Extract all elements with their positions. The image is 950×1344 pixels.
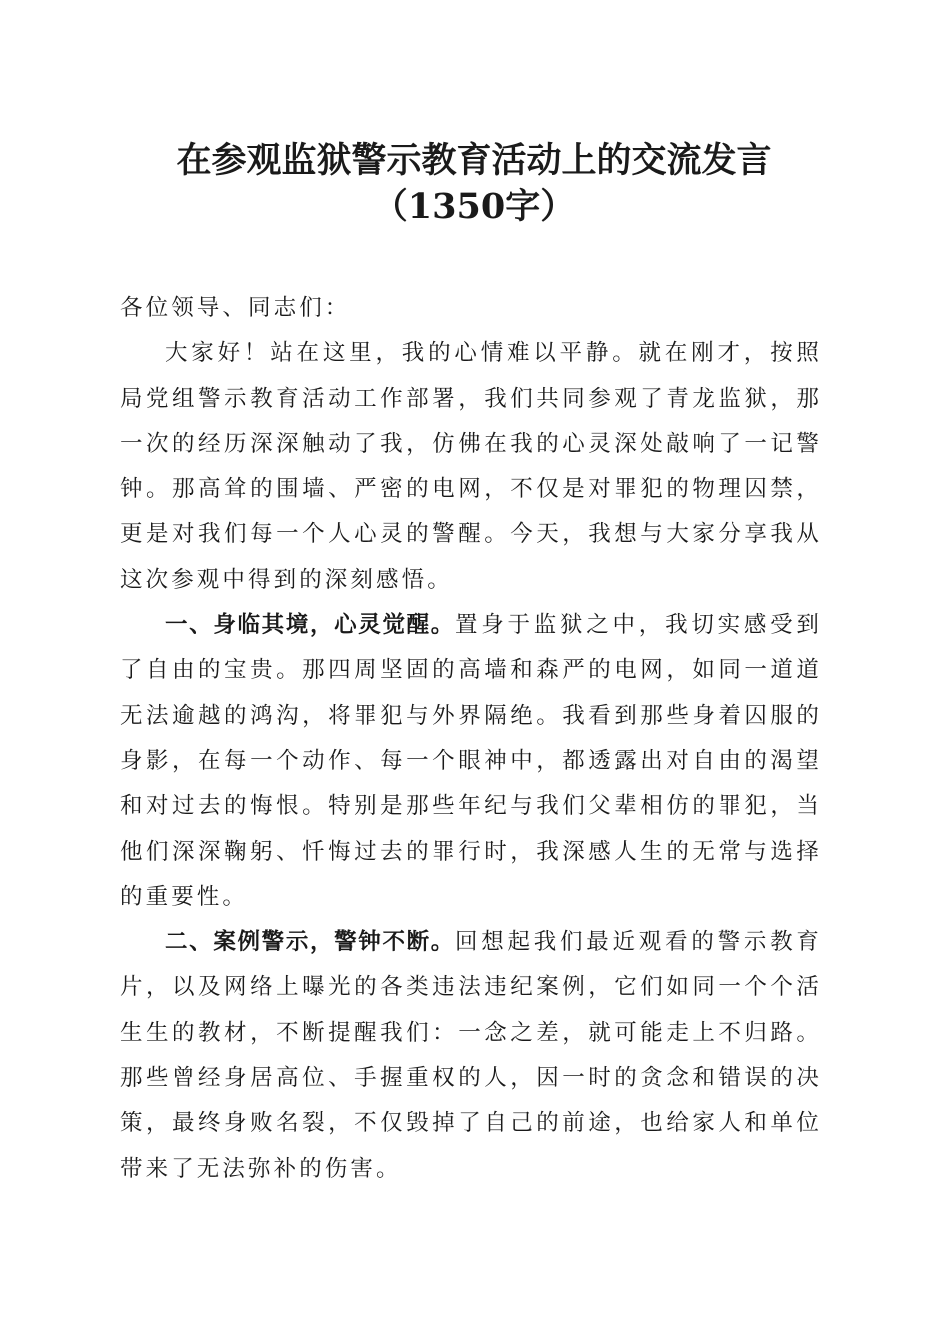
paragraph-section-2: [120, 920, 822, 1192]
paragraph-section-1: [120, 603, 822, 920]
document-body: [120, 286, 822, 1192]
section-heading: 一、身临其境，心灵觉醒。: [165, 612, 455, 639]
paragraph-text: 回想起我们最近观看的警示教育片，以及网络上曝光的各类违法违纪案例，它们如同一个个活生生的教材，不断提醒我们：一念之差，就可能走上不归路。那些曾经身居高位、手握重权的人，因一时的贪念和错误的决策，最终身败名裂，不仅毁掉了自己的前途，也给家人和单位带来了无法弥补的伤害。: [120, 929, 822, 1182]
salutation: 各位领导、同志们：: [120, 295, 351, 321]
paragraph-intro: [120, 331, 822, 603]
paragraph-text: 置身于监狱之中，我切实感受到了自由的宝贵。那四周坚固的高墙和森严的电网，如同一道道无法逾越的鸿沟，将罪犯与外界隔绝。我看到那些身着囚服的身影，在每一个动作、每一个眼神中，都透露出对自由的渴望和对过去的悔恨。特别是那些年纪与我们父辈相仿的罪犯，当他们深深鞠躬、忏悔过去的罪行时，我深感人生的无常与选择的重要性。: [120, 612, 822, 910]
section-heading: 二、案例警示，警钟不断。: [165, 929, 455, 956]
document-title: 在参观监狱警示教育活动上的交流发言（1350字）: [176, 140, 772, 227]
paragraph-text: 大家好！站在这里，我的心情难以平静。就在刚才，按照局党组警示教育活动工作部署，我们共同参观了青龙监狱，那一次的经历深深触动了我，仿佛在我的心灵深处敲响了一记警钟。那高耸的围墙、严密的电网，不仅是对罪犯的物理囚禁，更是对我们每一个人心灵的警醒。今天，我想与大家分享我从这次参观中得到的深刻感悟。: [120, 340, 822, 593]
